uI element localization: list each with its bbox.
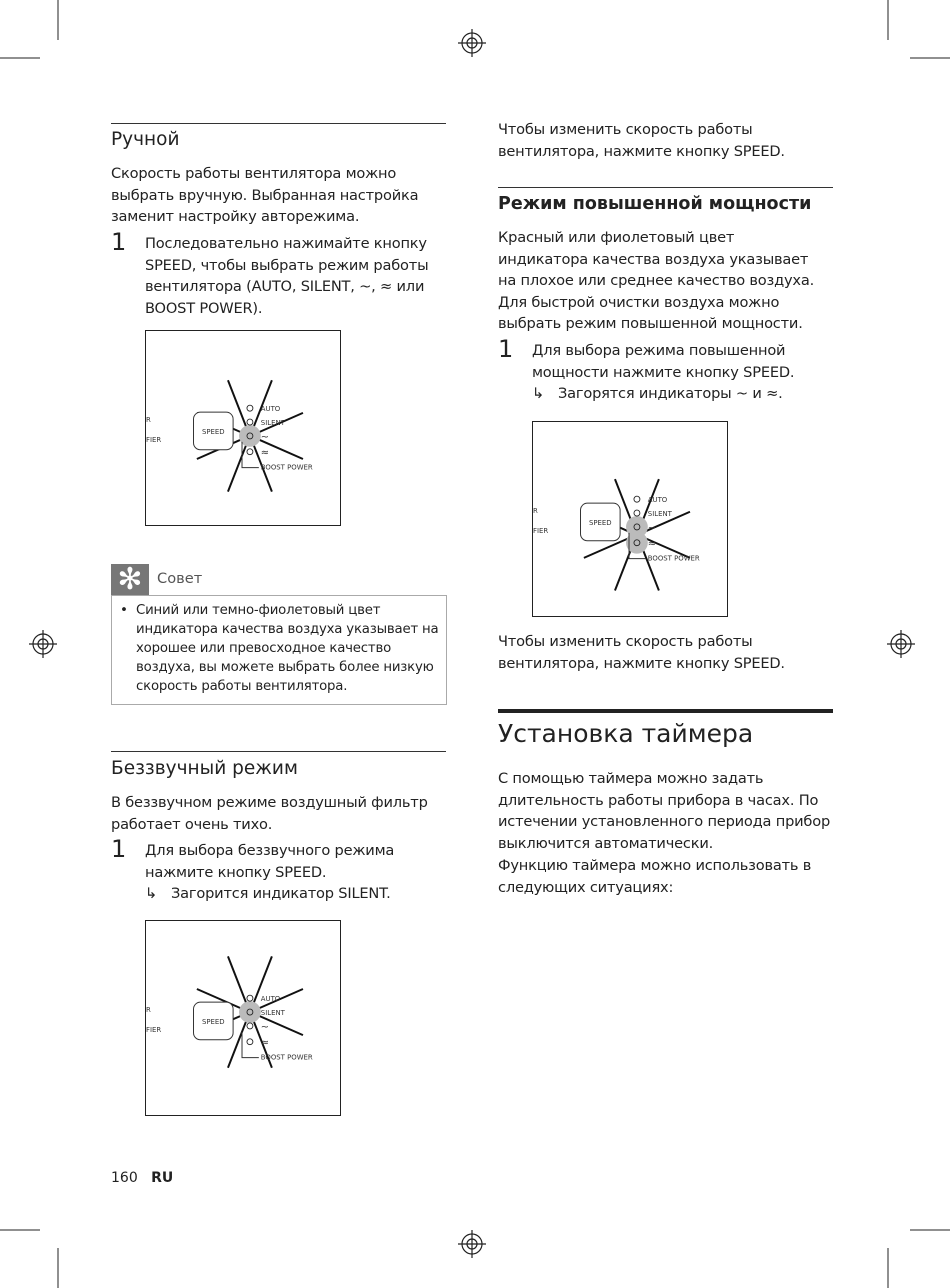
boost-panel-diagram — [532, 421, 728, 617]
speed-label: SPEED — [589, 518, 612, 527]
timer-body-2: Функцию таймера можно использовать в следующих ситуациях: — [498, 857, 812, 896]
panel-label: ≈ — [260, 1037, 270, 1049]
manual-step: Последовательно нажимайте кнопку SPEED, чтобы выбрать режим работы вентилятора (AUTO, SILENT, ~, ≈ или BOOST POWER). — [145, 235, 429, 317]
panel-label: BOOST POWER — [260, 463, 313, 472]
result-arrow-icon: ↳ — [532, 385, 545, 402]
panel-label: SILENT — [260, 419, 285, 428]
panel-label: SILENT — [647, 510, 672, 519]
boost-step: Для выбора режима повышенной мощности нажмите кнопку SPEED. — [532, 342, 795, 381]
page-number: 160 — [111, 1170, 138, 1186]
silent-step: Для выбора беззвучного режима нажмите кнопку SPEED. — [145, 842, 395, 881]
section-divider — [498, 187, 833, 188]
boost-body: Красный или фиолетовый цвет индикатора качества воздуха указывает на плохое или среднее качество воздуха. Для быстрой очистки воздуха можно выбрать режим повышенной мощности. — [498, 229, 815, 333]
section-divider — [111, 751, 446, 752]
panel-label: SILENT — [260, 1009, 285, 1018]
panel-label: AUTO — [260, 405, 281, 414]
section-divider — [111, 123, 446, 124]
panel-label: ~ — [647, 522, 657, 534]
panel-label: BOOST POWER — [260, 1053, 313, 1062]
section-title-boost: Режим повышенной мощности — [498, 194, 812, 214]
silent-panel-diagram — [145, 920, 341, 1116]
panel-label: FIER — [146, 435, 162, 444]
speed-label: SPEED — [202, 427, 225, 436]
chapter-title-timer: Установка таймера — [498, 719, 754, 748]
chapter-divider — [498, 709, 833, 713]
panel-label: BOOST POWER — [647, 554, 700, 563]
section-title-silent: Беззвучный режим — [111, 758, 298, 779]
right-intro: Чтобы изменить скорость работы вентилятора, нажмите кнопку SPEED. — [498, 121, 785, 160]
panel-label: R — [533, 507, 538, 516]
tip-title: Совет — [157, 570, 203, 587]
right-after: Чтобы изменить скорость работы вентилятора, нажмите кнопку SPEED. — [498, 633, 785, 672]
panel-label: ≈ — [260, 447, 270, 459]
panel-label: ~ — [260, 431, 270, 443]
tip-bullet: • — [120, 602, 128, 618]
section-title-manual: Ручной — [111, 129, 180, 150]
speed-panel-diagram — [145, 330, 341, 526]
speed-label: SPEED — [202, 1017, 225, 1026]
panel-label: FIER — [146, 1025, 162, 1034]
silent-body: В беззвучном режиме воздушный фильтр работает очень тихо. — [111, 794, 428, 833]
silent-result — [145, 883, 391, 905]
panel-label: AUTO — [260, 995, 281, 1004]
panel-label: ~ — [260, 1021, 270, 1033]
language-code: RU — [151, 1170, 174, 1186]
tip-text: Синий или темно-фиолетовый цвет индикатора качества воздуха указывает на хорошее или превосходное качество воздуха, вы можете выбрать более низкую скорость работы вентилятора. — [136, 603, 439, 694]
page-footer — [111, 1170, 173, 1186]
panel-label: R — [146, 416, 151, 425]
step-number: 1 — [111, 835, 127, 863]
asterisk-icon: ✻ — [111, 564, 149, 596]
timer-body: С помощью таймера можно задать длительность работы прибора в часах. По истечении установленного периода прибор выключится автоматически. — [498, 770, 831, 852]
panel-label: FIER — [533, 526, 549, 535]
panel-label: AUTO — [647, 496, 668, 505]
step-number: 1 — [111, 228, 127, 256]
panel-label: R — [146, 1006, 151, 1015]
step-number: 1 — [498, 335, 514, 363]
manual-body: Скорость работы вентилятора можно выбрать вручную. Выбранная настройка заменит настройку авторежима. — [111, 165, 419, 226]
panel-label: ≈ — [647, 538, 657, 550]
result-arrow-icon: ↳ — [145, 885, 158, 902]
result-text: Загорится индикатор SILENT. — [171, 885, 391, 902]
result-text: Загорятся индикаторы ~ и ≈. — [558, 385, 783, 402]
boost-result — [532, 383, 783, 405]
